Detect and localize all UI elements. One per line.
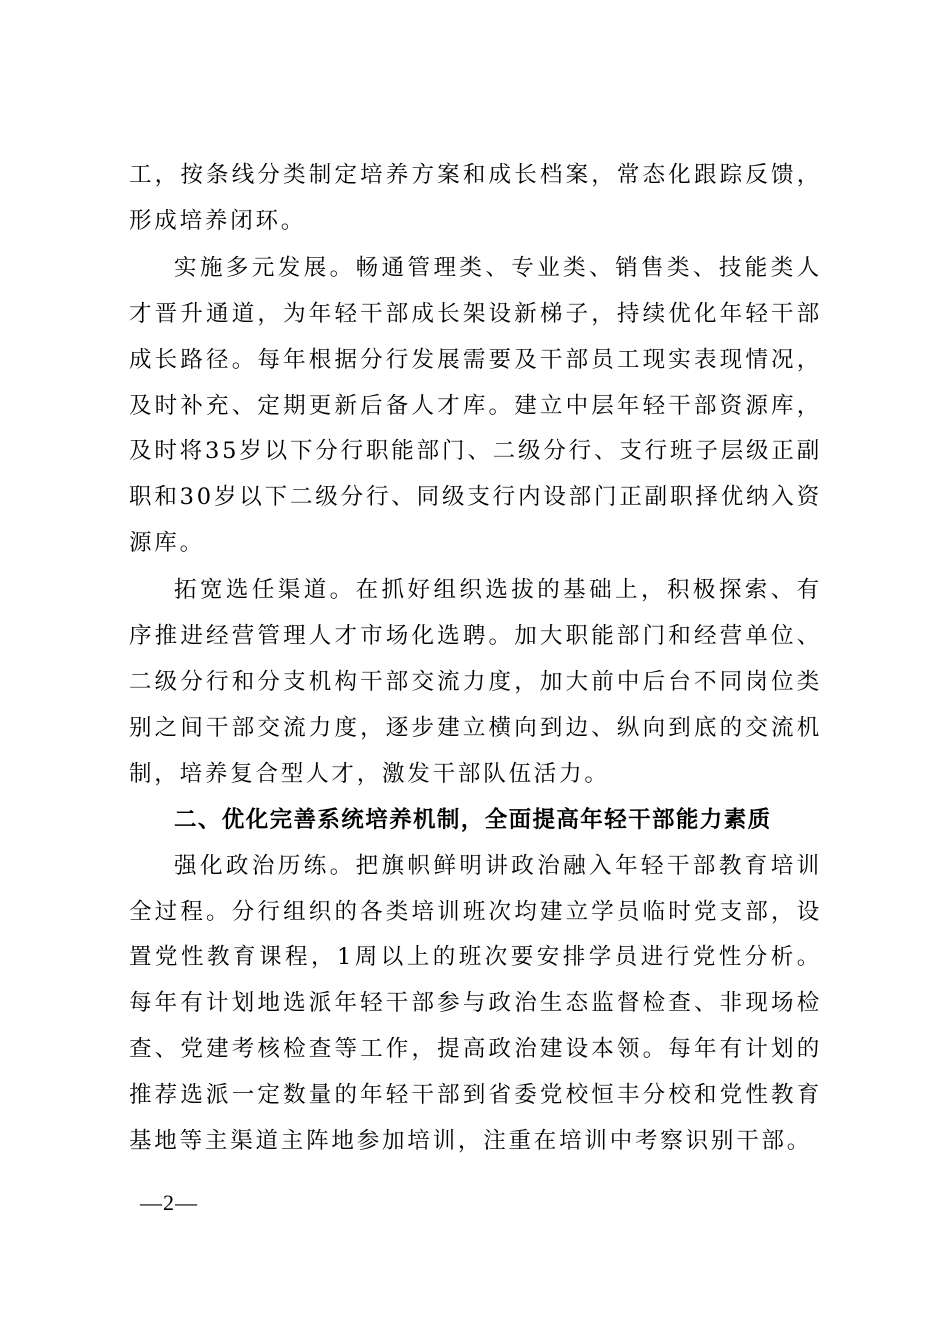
paragraph-diversified-development: 实施多元发展。畅通管理类、专业类、销售类、技能类人才晋升通道，为年轻干部成长架设新梯子，持续优化年轻干部成长路径。每年根据分行发展需要及干部员工现实表现情况，及时补充、定期更新后备人才库。建立中层年轻干部资源库，及时将35岁以下分行职能部门、二级分行、支行班子层级正副职和30岁以下二级分行、同级支行内设部门正副职择优纳入资源库。 — [129, 254, 822, 557]
paragraph-continuation: 工，按条线分类制定培养方案和成长档案，常态化跟踪反馈，形成培养闭环。 — [129, 162, 822, 234]
body-text — [129, 153, 822, 1165]
page-number: —2— — [140, 1190, 198, 1215]
paragraph-selection-channels: 拓宽选任渠道。在抓好组织选拔的基础上，积极探索、有序推进经营管理人才市场化选聘。加大职能部门和经营单位、二级分行和分支机构干部交流力度，加大前中后台不同岗位类别之间干部交流力度，逐步建立横向到边、纵向到底的交流机制，培养复合型人才，激发干部队伍活力。 — [129, 577, 822, 787]
section-heading-2: 二、优化完善系统培养机制，全面提高年轻干部能力素质 — [174, 806, 772, 833]
paragraph-political-training: 强化政治历练。把旗帜鲜明讲政治融入年轻干部教育培训全过程。分行组织的各类培训班次均建立学员临时党支部，设置党性教育课程，1周以上的班次要安排学员进行党性分析。每年有计划地选派年轻干部参与政治生态监督检查、非现场检查、党建考核检查等工作，提高政治建设本领。每年有计划的推荐选派一定数量的年轻干部到省委党校恒丰分校和党性教育基地等主渠道主阵地参加培训，注重在培训中考察识别干部。 — [129, 852, 822, 1155]
